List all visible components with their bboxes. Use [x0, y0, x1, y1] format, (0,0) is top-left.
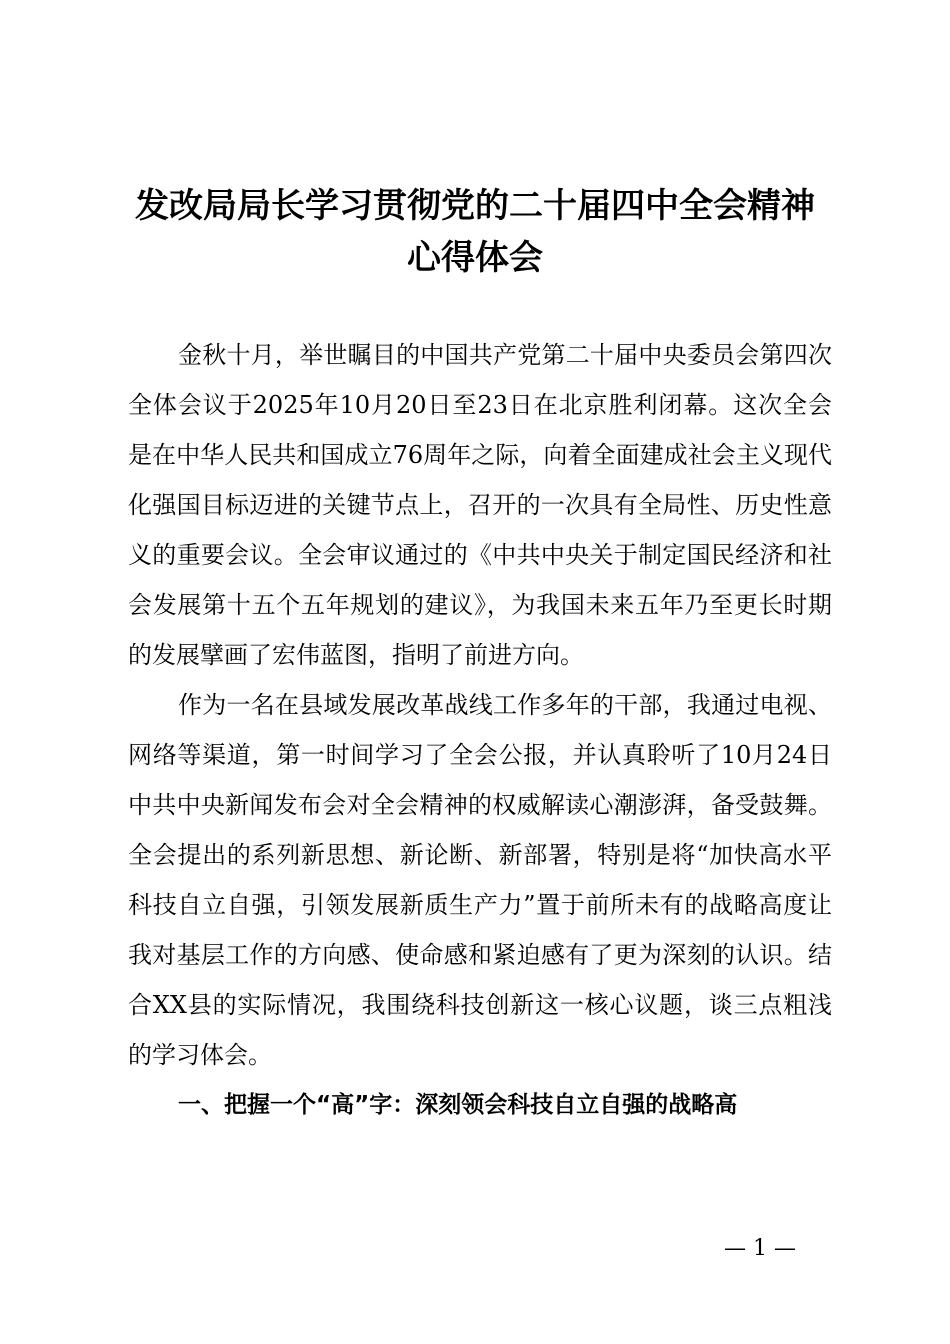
title-line-1: 发改局局长学习贯彻党的二十届四中全会精神 [135, 186, 815, 226]
paragraph-2: 作为一名在县域发展改革战线工作多年的干部，我通过电视、网络等渠道，第一时间学习了全会公报，并认真聆听了10月24日中共中央新闻发布会对全会精神的权威解读心潮澎湃，备受鼓舞。全会提出的系列新思想、新论断、新部署，特别是将“加快高水平科技自立自强，引领发展新质生产力”置于前所未有的战略高度让我对基层工作的方向感、使命感和紧迫感有了更为深刻的认识。结合XX县的实际情况，我围绕科技创新这一核心议题，谈三点粗浅的学习体会。 [128, 691, 832, 1069]
page-number: — 1 — [724, 1236, 796, 1261]
document-title [118, 180, 832, 284]
section-heading-1: 一、把握一个“高”字：深刻领会科技自立自强的战略高 [178, 1092, 738, 1118]
paragraph-1: 金秋十月，举世瞩目的中国共产党第二十届中央委员会第四次全体会议于2025年10月20日至23日在北京胜利闭幕。这次全会是在中华人民共和国成立76周年之际，向着全面建成社会主义现代化强国目标迈进的关键节点上，召开的一次具有全局性、历史性意义的重要会议。全会审议通过的《中共中央关于制定国民经济和社会发展第十五个五年规划的建议》，为我国未来五年乃至更长时期的发展擘画了宏伟蓝图，指明了前进方向。 [128, 341, 832, 669]
document-body [128, 330, 832, 1130]
title-line-2: 心得体会 [407, 238, 543, 278]
